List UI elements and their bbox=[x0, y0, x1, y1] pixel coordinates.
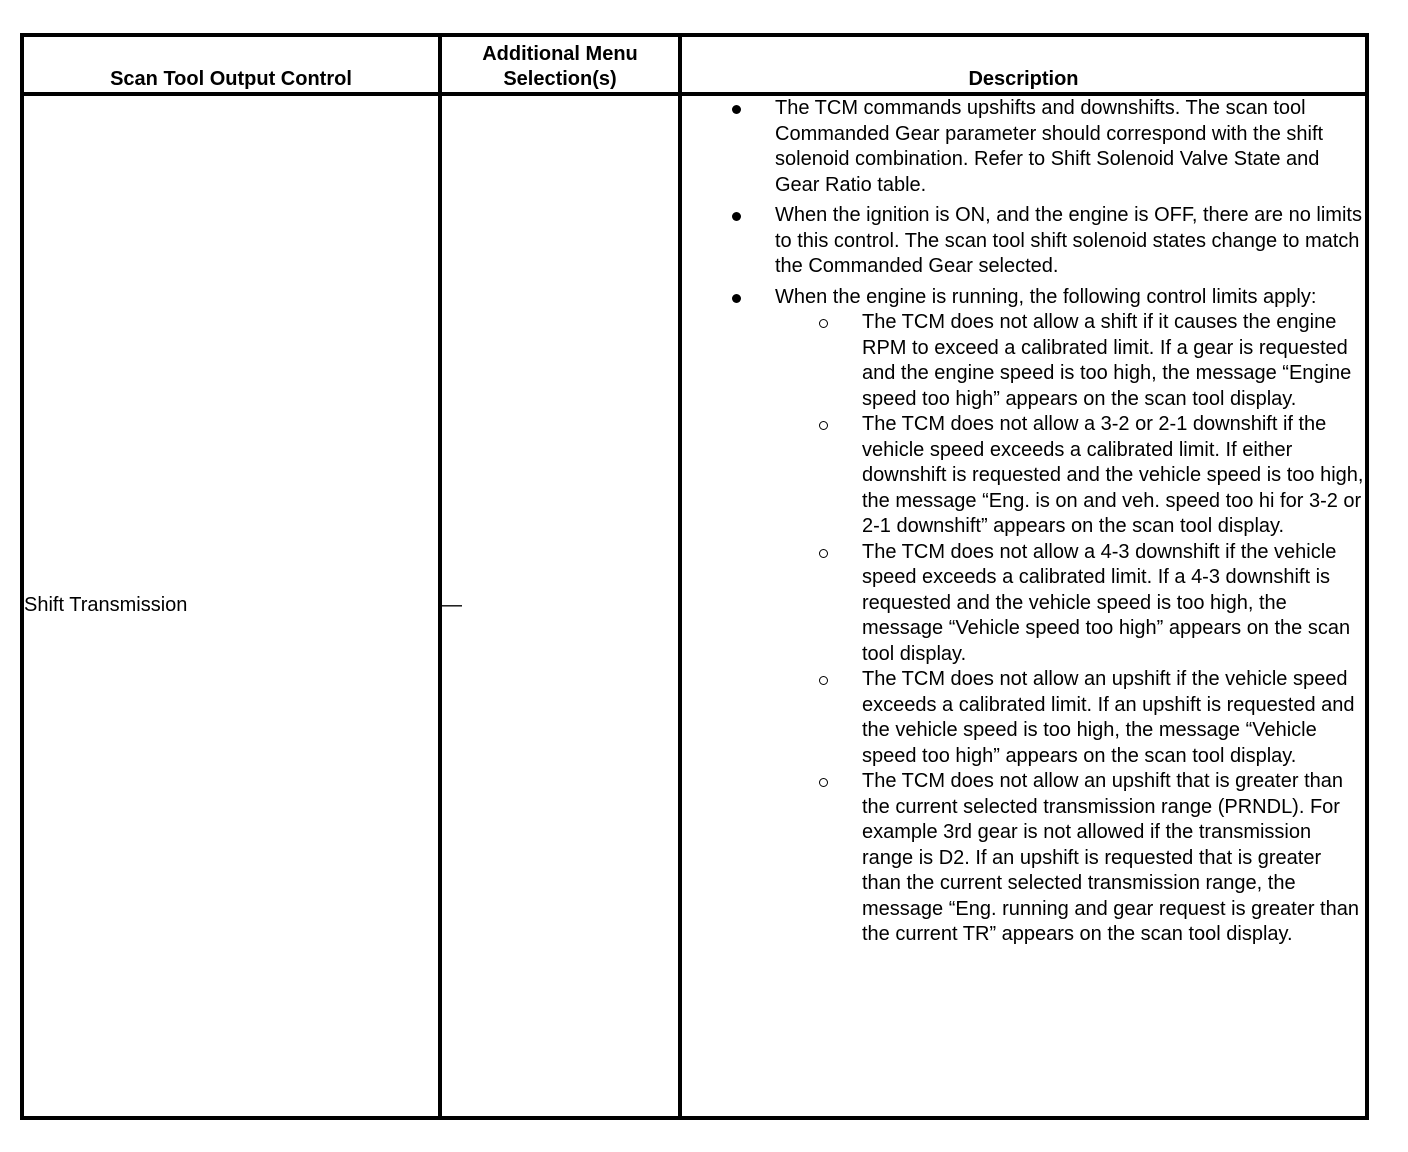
hollow-circle-bullet-icon bbox=[819, 549, 828, 558]
bullet-item bbox=[682, 285, 1365, 948]
bullet-text: When the engine is running, the following control limits apply: bbox=[775, 285, 1317, 308]
header-additional-menu-selections: Additional Menu Selection(s) bbox=[440, 35, 680, 94]
bullet-dot-icon bbox=[732, 294, 741, 303]
sub-bullet-text: The TCM does not allow a shift if it causes the engine RPM to exceed a calibrated limit. If a gear is requested and the engine speed is too high, the message “Engine speed too high” appears on the scan tool display. bbox=[862, 311, 1352, 410]
bullet-text: The TCM commands upshifts and downshifts. The scan tool Commanded Gear parameter should correspond with the shift solenoid combination. Refer to Shift Solenoid Valve State and Gear Ratio table. bbox=[775, 97, 1324, 196]
hollow-circle-bullet-icon bbox=[819, 319, 828, 328]
bullet-text: When the ignition is ON, and the engine is OFF, there are no limits to this control. The scan tool shift solenoid states change to match the Commanded Gear selected. bbox=[775, 204, 1362, 277]
scan-tool-output-control-table bbox=[20, 33, 1369, 1120]
sub-bullet-item bbox=[773, 412, 1365, 540]
sub-bullet-text: The TCM does not allow a 4-3 downshift if the vehicle speed exceeds a calibrated limit. If a 4-3 downshift is requested and the vehicle speed is too high, the message “Vehicle speed too high” appears on the scan tool display. bbox=[862, 540, 1351, 665]
hollow-circle-bullet-icon bbox=[819, 421, 828, 430]
control-name-cell: Shift Transmission bbox=[22, 94, 440, 1118]
bullet-dot-icon bbox=[732, 105, 741, 114]
header-scan-tool-output-control: Scan Tool Output Control bbox=[22, 35, 440, 94]
sub-bullet-item bbox=[773, 540, 1365, 668]
sub-bullet-text: The TCM does not allow an upshift that is greater than the current selected transmission range (PRNDL). For example 3rd gear is not allowed if the transmission range is D2. If an upshift is requested that is greater than the current selected transmission range, the message “Eng. running and gear request is greater than the current TR” appears on the scan tool display. bbox=[862, 770, 1359, 945]
sub-bullet-text: The TCM does not allow a 3-2 or 2-1 downshift if the vehicle speed exceeds a calibrated limit. If either downshift is requested and the vehicle speed is too high, the message “Eng. is on and veh. speed too hi for 3-2 or 2-1 downshift” appears on the scan tool display. bbox=[862, 413, 1364, 537]
sub-bullet-item bbox=[773, 310, 1365, 412]
bullet-item bbox=[682, 203, 1365, 280]
sub-bullet-text: The TCM does not allow an upshift if the vehicle speed exceeds a calibrated limit. If an upshift is requested and the vehicle speed is too high, the message “Vehicle speed too high” appears on the scan tool display. bbox=[862, 668, 1355, 767]
control-limits-sub-list bbox=[775, 310, 1365, 948]
sub-bullet-item bbox=[773, 667, 1365, 769]
description-cell bbox=[680, 94, 1367, 1118]
hollow-circle-bullet-icon bbox=[819, 676, 828, 685]
header-description: Description bbox=[680, 35, 1367, 94]
bullet-item bbox=[682, 96, 1365, 198]
sub-bullet-item bbox=[773, 769, 1365, 948]
menu-selection-cell: — bbox=[440, 94, 680, 1118]
hollow-circle-bullet-icon bbox=[819, 778, 828, 787]
bullet-dot-icon bbox=[732, 212, 741, 221]
header-row bbox=[22, 35, 1367, 94]
description-bullet-list bbox=[682, 96, 1365, 948]
table-row bbox=[22, 94, 1367, 1118]
